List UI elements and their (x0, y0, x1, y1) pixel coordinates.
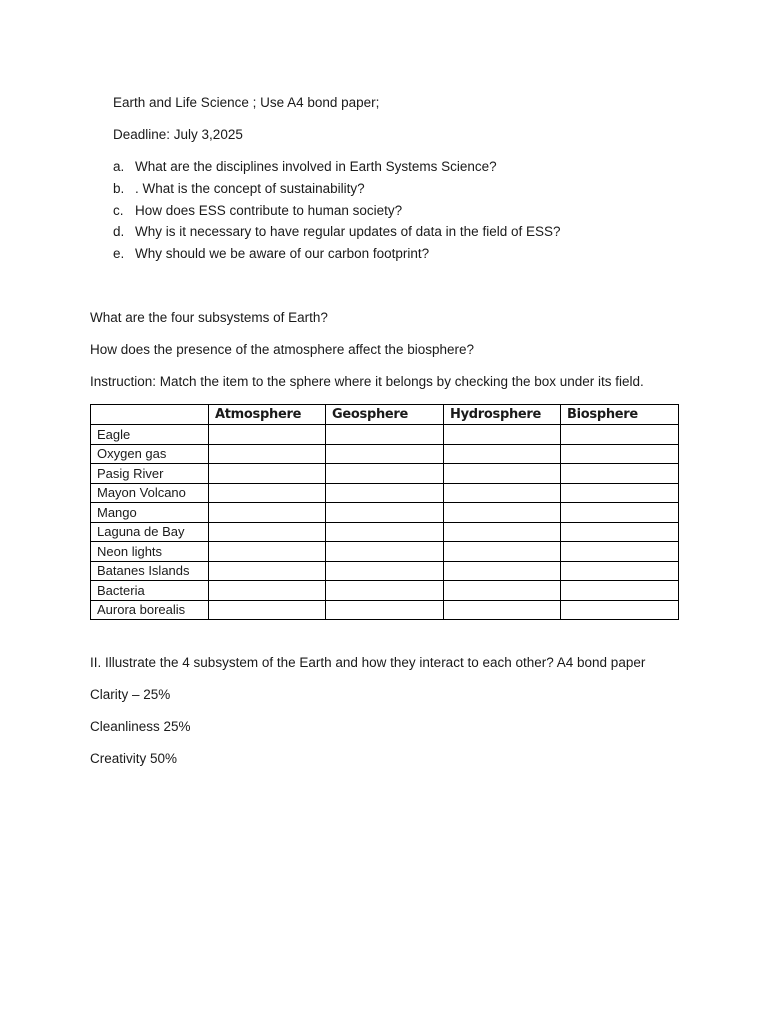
check-cell-atmosphere[interactable] (209, 581, 326, 601)
check-cell-biosphere[interactable] (561, 542, 679, 562)
list-item (113, 246, 561, 268)
criterion-creativity: Creativity 50% (90, 751, 178, 766)
list-item (113, 159, 561, 181)
table-row (91, 600, 679, 620)
list-marker: b. (113, 180, 125, 196)
check-cell-atmosphere[interactable] (209, 542, 326, 562)
header-title: Earth and Life Science ; Use A4 bond paper; (113, 95, 380, 110)
check-cell-hydrosphere[interactable] (444, 483, 561, 503)
list-marker: d. (113, 224, 125, 240)
header-atmosphere: Atmosphere (209, 405, 326, 425)
check-cell-biosphere[interactable] (561, 503, 679, 523)
question-text: Why should we be aware of our carbon footprint? (135, 246, 430, 262)
check-cell-geosphere[interactable] (326, 503, 444, 523)
table-row (91, 483, 679, 503)
list-marker: e. (113, 246, 125, 262)
table-row (91, 522, 679, 542)
check-cell-biosphere[interactable] (561, 522, 679, 542)
list-marker: c. (113, 202, 124, 218)
check-cell-hydrosphere[interactable] (444, 522, 561, 542)
check-cell-geosphere[interactable] (326, 600, 444, 620)
item-label: Mayon Volcano (91, 483, 209, 503)
item-label: Bacteria (91, 581, 209, 601)
check-cell-atmosphere[interactable] (209, 425, 326, 445)
check-cell-geosphere[interactable] (326, 581, 444, 601)
table-row (91, 503, 679, 523)
check-cell-geosphere[interactable] (326, 522, 444, 542)
item-label: Pasig River (91, 464, 209, 484)
question-atmosphere-biosphere: How does the presence of the atmosphere affect the biosphere? (90, 342, 474, 357)
check-cell-biosphere[interactable] (561, 464, 679, 484)
check-cell-hydrosphere[interactable] (444, 503, 561, 523)
check-cell-hydrosphere[interactable] (444, 581, 561, 601)
question-text: How does ESS contribute to human society? (135, 202, 403, 218)
question-list (113, 159, 561, 268)
header-biosphere: Biosphere (561, 405, 679, 425)
check-cell-geosphere[interactable] (326, 483, 444, 503)
table-row (91, 464, 679, 484)
question-text: What are the disciplines involved in Earth Systems Science? (135, 159, 497, 174)
list-item (113, 224, 561, 246)
item-label: Batanes Islands (91, 561, 209, 581)
check-cell-biosphere[interactable] (561, 600, 679, 620)
header-geosphere: Geosphere (326, 405, 444, 425)
check-cell-biosphere[interactable] (561, 483, 679, 503)
check-cell-geosphere[interactable] (326, 464, 444, 484)
check-cell-atmosphere[interactable] (209, 444, 326, 464)
deadline: Deadline: July 3,2025 (113, 127, 243, 142)
item-label: Eagle (91, 425, 209, 445)
check-cell-hydrosphere[interactable] (444, 444, 561, 464)
header-item (91, 405, 209, 425)
header-hydrosphere: Hydrosphere (444, 405, 561, 425)
check-cell-hydrosphere[interactable] (444, 561, 561, 581)
check-cell-biosphere[interactable] (561, 581, 679, 601)
check-cell-atmosphere[interactable] (209, 483, 326, 503)
check-cell-atmosphere[interactable] (209, 522, 326, 542)
check-cell-biosphere[interactable] (561, 561, 679, 581)
part2-prompt: II. Illustrate the 4 subsystem of the Earth and how they interact to each other? A4 bond paper (90, 655, 646, 670)
check-cell-biosphere[interactable] (561, 444, 679, 464)
check-cell-hydrosphere[interactable] (444, 464, 561, 484)
criterion-clarity: Clarity – 25% (90, 687, 171, 702)
check-cell-hydrosphere[interactable] (444, 600, 561, 620)
check-cell-hydrosphere[interactable] (444, 542, 561, 562)
check-cell-atmosphere[interactable] (209, 464, 326, 484)
question-text: . What is the concept of sustainability? (135, 180, 365, 196)
table-header-row (91, 405, 679, 425)
check-cell-atmosphere[interactable] (209, 503, 326, 523)
item-label: Aurora borealis (91, 600, 209, 620)
list-item (113, 203, 561, 225)
question-subsystems: What are the four subsystems of Earth? (90, 310, 328, 325)
table-row (91, 425, 679, 445)
check-cell-biosphere[interactable] (561, 425, 679, 445)
item-label: Oxygen gas (91, 444, 209, 464)
check-cell-geosphere[interactable] (326, 561, 444, 581)
table-row (91, 542, 679, 562)
sphere-matching-table (90, 404, 679, 620)
check-cell-atmosphere[interactable] (209, 561, 326, 581)
item-label: Laguna de Bay (91, 522, 209, 542)
check-cell-hydrosphere[interactable] (444, 425, 561, 445)
instruction: Instruction: Match the item to the sphere where it belongs by checking the box under its field. (90, 374, 644, 389)
question-text: Why is it necessary to have regular updates of data in the field of ESS? (135, 224, 561, 240)
list-marker: a. (113, 159, 125, 174)
table-row (91, 581, 679, 601)
check-cell-geosphere[interactable] (326, 425, 444, 445)
check-cell-geosphere[interactable] (326, 542, 444, 562)
item-label: Neon lights (91, 542, 209, 562)
criterion-cleanliness: Cleanliness 25% (90, 719, 191, 734)
check-cell-atmosphere[interactable] (209, 600, 326, 620)
check-cell-geosphere[interactable] (326, 444, 444, 464)
item-label: Mango (91, 503, 209, 523)
table-row (91, 444, 679, 464)
table-row (91, 561, 679, 581)
list-item (113, 181, 561, 203)
